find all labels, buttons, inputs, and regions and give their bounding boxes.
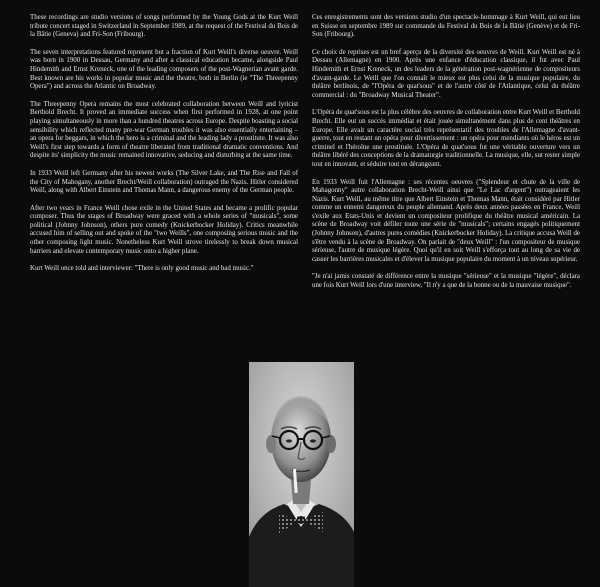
english-paragraph-6: Kurt Weill once told and interviewer: "There is only good music and bad music." [30, 265, 254, 273]
french-paragraph-4: En 1933 Weill fuit l'Allemagne : ses récentes oeuvres ("Splendeur et chute de la ville de Mahagonny" autre collaboration Brecht-Weill ainsi que "Le Lac d'argent") outrageaient les Nazis. Kurt Weill, au même titre que Albert Einstein et Thomas Mann, était considéré par Hitler comme un ennemi dangereux du peuple allemand. Après deux années passées en France, Weill s'exile aux Etats-Unis et devient un compositeur prolifique du théâtre musical américain. La scène de Broadway voit défiler toute une série de "musicals"; certains engagés politiquement (Johnny Johnson), d'autres pures comédies (Knickerbocker Holiday). La critique accusa Weill de s'être vendu à la scène de Broadway. On parlait de "deux Weill" : l'un compositeur de musique sérieuse, l'autre de musique légère. Quoi qu'il en soit Weill s'efforça tout au long de sa vie de casser les barrières musicales et d'élever la musique populaire du moment à un niveau supérieur. [312, 178, 580, 263]
english-column [30, 14, 298, 283]
english-paragraph-5: After two years in France Weill chose exile in the United States and became a prolific popular composer. Thus the stages of Broadway were graced with a whole series of "musicals", some political (Johnny Johnson), others pure comedy (Knickerbocker Holiday). Critics meanwhile accused him of selling out and spoke of the "two Weills", one composing serious music and the other composing light music. Nonetheless Kurt Weill strove tirelessly to break down musical barriers and elevate contemporary music onto a higher plane. [30, 204, 298, 255]
french-paragraph-1: Ces enregistrements sont des versions studio d'un spectacle-hommage à Kurt Weill, qui eut lieu en Suisse en septembre 1989 sur commande du Festival du Bois de la Bâtie (Genève) et de Fri-Son (Fribourg). [312, 14, 580, 39]
french-paragraph-3: L'Opéra de quat'sous est la plus célèbre des oeuvres de collaboration entre Kurt Weill et Berthold Brecht. Elle eut un succès immédiat et était jouée simultanément dans plus de cent théâtres en Europe. Elle avait un caractère social très représentatif des troubles de l'Allemagne d'avant-guerre, tout en restant un opéra pour divertissement : un opéra pour mendiants où le héros est un criminel et l'héroïne une prostituée. L'Opéra de quat'sous fut une véritable ouverture vers un théâtre libéré des conceptions de la dramaturgie traditionnelle. La musique, elle, sut rester simple tout en innovant, et séduire tout en dérangeant. [312, 109, 580, 168]
french-column [312, 14, 580, 300]
english-paragraph-1: These recordings are studio versions of songs performed by the Young Gods at the Kurt Weill tribute concert staged in Switzerland in September 1989, at the request of the Festival du Bois de la Bâtie (Geneva) and Fri-Son (Fribourg). [30, 14, 298, 39]
kurt-weill-portrait-photo [249, 362, 354, 587]
english-paragraph-3: The Threepenny Opera remains the most celebrated collaboration between Weill and lyricist Berthold Brecht. It proved an immediate success when first performed in 1928, at one point playing simultaneously in more than a hundred theatres across Europe. Despite boasting a social sensibility which reflected many pre-war German troubles it was also essentially entertaining – an opera for beggars, in which the hero is a criminal and the leading lady a prostitute. It was also Weill's first step towards a form of theatre liberated from traditional dramatic conventions. And despite its' simplicity the music remained innovative, seducing and disturbing at the same time. [30, 100, 298, 160]
french-paragraph-5: "Je n'ai jamis constaté de différence entre la musique "sérieuse" et la musique "légère", déclara une fois Kurt Weill lors d'une interview, "Il n'y a que de la bonne ou de la mauvaise musique". [312, 273, 580, 290]
english-paragraph-4: In 1933 Weill left Germany after his newest works (The Silver Lake, and The Rise and Fall of the City of Mahogany, another Brecht/Weill collaboration) outraged the Nazis. Hitler considered Weill, along with Albert Einstein and Thomas Mann, a dangerous enemy of the German people. [30, 169, 298, 195]
portrait-illustration [249, 362, 354, 587]
french-paragraph-2: Ce choix de reprises est un bref aperçu de la diversité des oeuvres de Weill. Kurt Weill est né à Dessau (Allemagne) en 1900. Après une enfance d'éducation classique, il fut avec Paul Hindemith et Ernst Kreneck, un des leaders de la génération post-wagnérienne de compositeurs d'avant-garde. Le Weill que l'on connaît le mieux est plus celui de la musique populaire, du théâtre berlinois, de "l'Opéra de quat'sous" et de l'autre côté de l'Atlantique, celui du théâtre commercial : du "Broadway Musical Theater". [312, 48, 580, 99]
english-paragraph-2: The seven interpretations featured represent but a fraction of Kurt Weill's diverse oeuvre. Weill was born in 1900 in Dessau, Germany and after a classical education became, alongside Paul Hindemith and Ernst Kreneck, one of the leading composers of the post-Wagnerian avant garde. Best known are his works in popular music and the theatre, both in Berlin (ie "The Threepenny Opera") and across the Atlantic on Broadway. [30, 48, 298, 91]
